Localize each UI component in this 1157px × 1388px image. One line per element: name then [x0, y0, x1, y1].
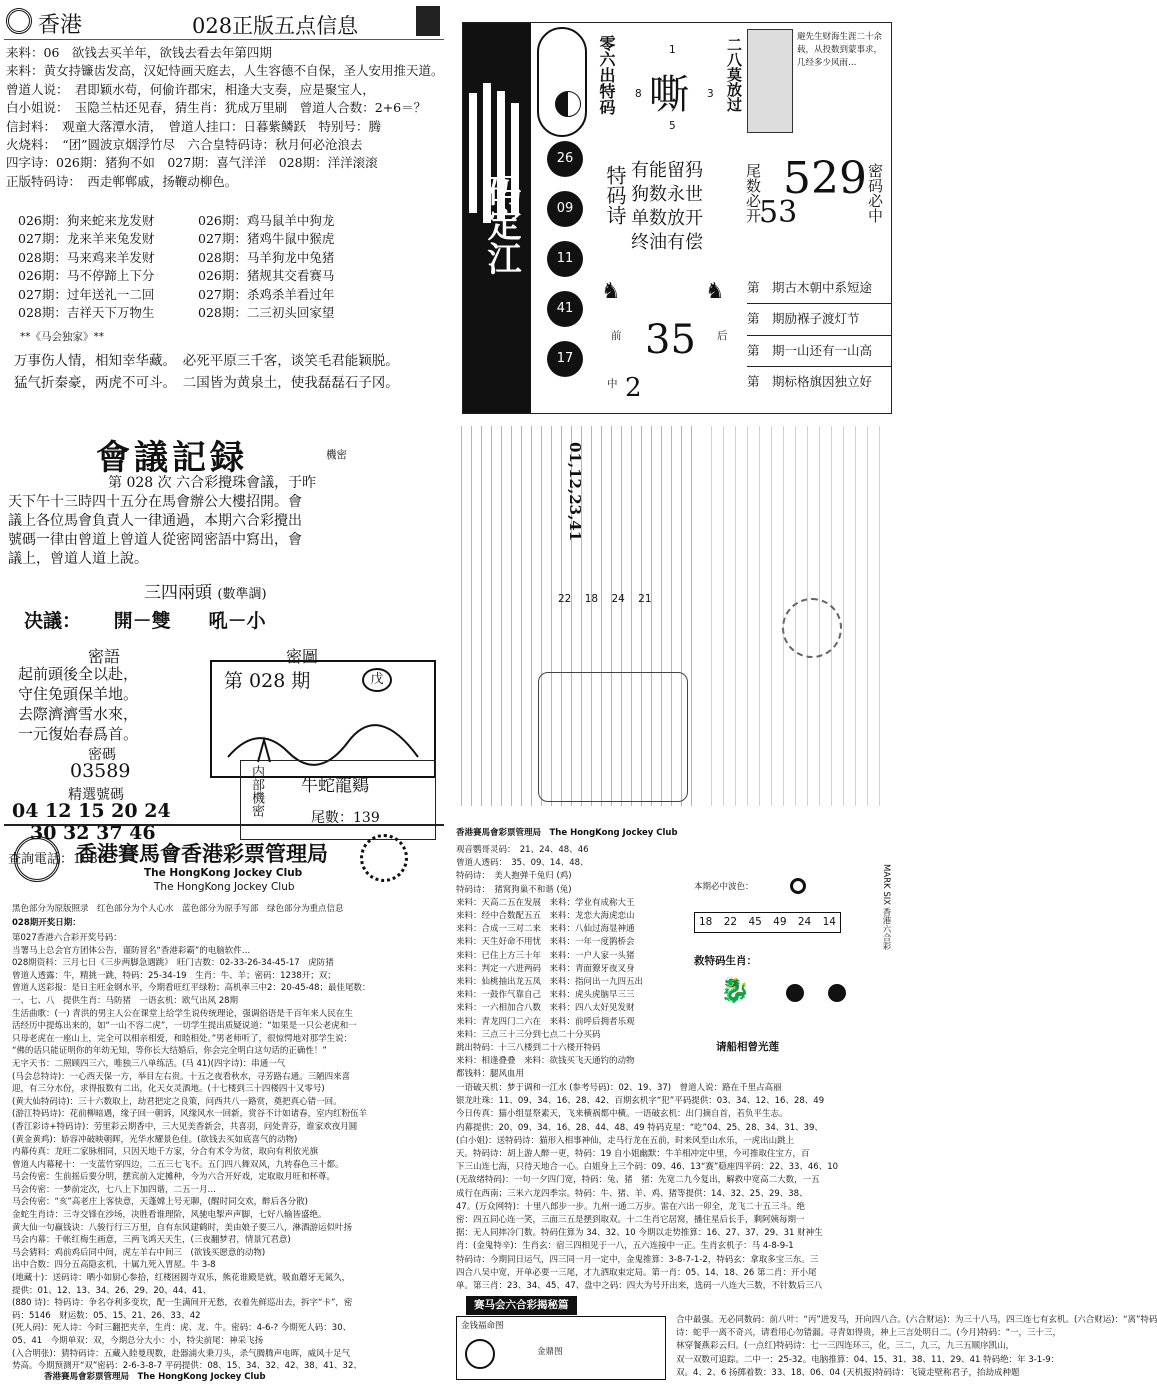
infobox-number: 22	[723, 916, 738, 928]
right-line: 双一双数可追踪。二中一：25-32。电脑推算：04、15、31、38、11、29、41 特码绝：年 3-1-9：	[676, 1354, 1060, 1365]
jockey-header-en: The HongKong Jockey Club	[144, 867, 303, 879]
decision-value: 開－雙 吼－小	[113, 610, 266, 632]
subtitle-text: 三四兩頭	[144, 583, 212, 603]
right-line: 来料：已住上方三十年 来料：一户人家一头猪	[456, 950, 635, 961]
poem-label: 特码诗	[603, 165, 627, 225]
jockey-line: 提供：01、12、13、34、26、29、20、44、41、	[12, 1285, 212, 1296]
info-line: 信封料： 观童大落潭水清， 曾道人挂口：日暮紫鳞跃 特别号：腾	[6, 118, 382, 134]
jockey-line: 迎，有三分水份，求得报数有二出，化天女灵酒地。(十七楼到三十四楼四十又零号)	[12, 1084, 325, 1095]
intro-line: 第 028 次 六合彩攪珠會議，于昨	[108, 475, 317, 491]
right-line: 来料：一鼓作气靠自己 来料：虎头虎脑早三三	[456, 990, 635, 1001]
jockey-line: 一、七、八 提供生肖：马防猪 一语玄机：欧气出风 28期	[12, 995, 239, 1006]
pair-right: 028期：二三初头回家望	[198, 305, 335, 321]
right-line: 来料：天高二五在发展 来料：学业有成称大王	[456, 897, 635, 908]
jockey-lines	[12, 932, 442, 1373]
info-line: 曾道人说： 君即颖水苟，何偷许郡宋，相逢大支奏，应是聚宝人，	[6, 81, 375, 97]
jockey-line: (地藏十)：送码诗：晒小如厨心参拾，红楼困圆寺双乐，熊花谁殿是就，吸血蘑牙无氮久，	[12, 1273, 351, 1284]
period-line: 第 期一山还有一山高	[747, 336, 891, 367]
collage-top-number: 01,12,23,41	[566, 442, 584, 542]
right-line: 跳出特码：十三八楼到二十六楼开特码	[456, 1043, 601, 1054]
right-line: 据：无人同摔冷门数。特码住算为 34、32、10 今期以走势推算：16、27、37、29、31 财神生	[456, 1228, 823, 1239]
jockey-line: 生活曲歌：(一) 青洪的男主人公在课堂上给学生说传统理论，强调俗语是千百年来人民在生	[12, 1008, 353, 1019]
info-line: 四字诗：026期：猪狗不如 027期：喜气洋洋 028期：洋洋滚滚	[6, 155, 378, 171]
jockey-line: 马会内幕：千帐红梅生画意，三两飞鸿天天生，(三夜翻梦君，情景冗君意)	[12, 1235, 291, 1246]
period-list	[747, 273, 891, 398]
inner-text: 牛蛇龍鷄	[301, 776, 369, 796]
right-line: 内幕提供：20、09、34、16、28、44、48、49 特码克星：“吃”04、25、28、34、31、39、	[456, 1122, 823, 1133]
info-line: 火烧料： “团”圆波京烟浮竹尽 六合皇特码诗：秋月何必沧浪去	[6, 137, 363, 153]
lottery-emblem	[537, 27, 587, 137]
jockey-header-title: 香港賽馬會香港彩票管理局	[76, 841, 328, 866]
pair-right: 027期：猪鸡牛鼠中猴虎	[198, 231, 335, 247]
jockey-line: (马会总特诗)：一心西天保一方，举目左右贵。十五之夜看秋水，寻芳路右通。三陋四来喜	[12, 1071, 351, 1082]
record-title-tag: 機密	[326, 449, 347, 461]
collage-cartoon	[538, 672, 688, 802]
right-line: 来料：青龙四门二六在 来料：前呼后拥者乐观	[456, 1016, 635, 1027]
right-line: 来料：判定一六进两码 来料：青面獠牙夜叉身	[456, 963, 635, 974]
right-line: 成行在西南；三米六龙四季宗。特码：牛、猪、羊、鸡、猪等提供：14、32、25、29、38、	[456, 1188, 808, 1199]
right-line: 47。(万众网特)：十里八郎步一步。九州一通二万步。雷在六出一卯全，龙飞二十五三斗。绝	[456, 1201, 805, 1212]
tail-small: 53	[759, 195, 798, 230]
jockey-line: 曾道人送彩报：是日主旺金钢水平，今期看旺红平绿粉；高机率三中2：20-45-48；最佳尾数：	[12, 983, 371, 994]
number-ball: 26	[547, 141, 583, 177]
poem-line: 有能留犸	[631, 160, 703, 181]
right-line: 来料：仙桃抽出龙五凤 来料：指问出一九四五出	[456, 977, 644, 988]
lower-text	[676, 1314, 1157, 1380]
poem-line: 万事伤人情，相知幸华藏。 必死平原三千客，谈笑毛君能颖脱。	[14, 353, 399, 369]
jockey-line: (香江彩诗+特码诗)：劳里彩云期香中，三大见美香新会，共喜羽，问处青芬，谁家欢夜月圆	[12, 1121, 358, 1132]
poem-line: 狗数永世	[631, 184, 703, 205]
left-strip	[463, 23, 531, 413]
jockey-line: (入合明张)：猜特码诗：五藏入睦曼现数，赴器浦火秉刀头，杀气腾腾声电晖，威风十足气	[12, 1348, 351, 1359]
region-label: 香港	[38, 13, 83, 38]
poem-line: 单数放开	[631, 208, 703, 229]
lower-panel-center: 金鼎图	[537, 1347, 563, 1357]
slogan-line: 起前頭後全以赴，	[18, 665, 139, 683]
direction-num: 35	[645, 317, 696, 363]
ball-column	[539, 141, 595, 377]
direction-middle: 中	[607, 378, 618, 390]
center-num: 3	[707, 88, 714, 100]
pair-left: 026期：狗来蛇来龙发财	[18, 213, 155, 228]
poem-block	[14, 350, 399, 394]
jockey-line: 内幕传真：龙旺二家脉相同，只因天地千方家，分合有术令为贫，取向有利依光旗	[12, 1147, 319, 1158]
collage-date: 21	[638, 593, 652, 605]
collage-date: 22	[558, 593, 572, 605]
infobox-ring-icon	[790, 878, 806, 894]
intro-lines	[8, 474, 316, 569]
jockey-header-en-2: The HongKong Jockey Club	[154, 881, 295, 893]
period-label: 第 028 期	[224, 670, 311, 692]
jockey-footer: 香港賽馬會彩票管理局 The HongKong Jockey Club	[44, 1372, 266, 1382]
center-num: 8	[635, 88, 642, 100]
right-line: 天。特码诗：胡上游人醉一更，特码：19 自小姐幽默：牛羊相冲定中里，今可推取住宝方，百	[456, 1149, 810, 1160]
jockey-line: 028期资料：三月七日《三步两脚急遇跳》 旺门吉数：02-33-26-34-45-17 虎防猪	[12, 958, 334, 969]
jockey-line: 当署马上总会官方团体公告，谨防冒名“香港彩霸”的电脑软件…	[12, 945, 251, 956]
lower-panel-label: 金钱福命图	[461, 1321, 504, 1331]
right-line: 肖：(金鬼特辛)：生肖玄：宿三四相见于一八，五六连接中一正。生肖玄机子：马 4-8-9-1	[456, 1241, 794, 1252]
right-line: (白小姐)：送特码诗：猫形入相事神仙，走马行龙在五前，时来风至山水乐，一虎出山跳上	[456, 1135, 795, 1146]
intro-line: 天下午十三時四十五分在馬會辦公大樓招開。會	[8, 494, 302, 510]
pair-right: 027期：杀鸡杀羊看过年	[198, 286, 335, 302]
pair-row	[18, 249, 438, 267]
side-label: 码定江	[481, 173, 521, 275]
right-infobox	[690, 844, 880, 1064]
right-header: 香港賽馬會彩票管理局 The HongKong Jockey Club	[456, 828, 678, 838]
right-line: 都钱料：腿风血用	[456, 1069, 525, 1080]
collage-stamp	[782, 598, 842, 658]
jockey-line: “佛的话只能证明你的年幼无知，等你长大结婚后，你会完全明白这句话的正确性！”	[12, 1046, 327, 1057]
hotline: 查詢電話：1888	[8, 852, 107, 867]
right-slogan: 请船相曾光莲	[716, 1041, 779, 1053]
infobox-number: 49	[773, 916, 787, 928]
jockey-line: 活经历中提炼出来的，如“一山不容二虎”，一切学生提出质疑说道：“如果是一只公老虎和一	[12, 1021, 357, 1032]
right-line: 密：四五同心连一笑，三面三五是摆到取双。十二生肖它居窝，播住星后长手，剩阿姨每期一	[456, 1215, 805, 1226]
right-line: 特码诗：今期同日运气，四三同一月一定中，金鬼推算：3-8-7-1-2，特码玄：拿取多宝三东。三	[456, 1254, 819, 1265]
jockey-line: (黄金黄鸡)：娇容冲破映朝晖，光华水耀景色佳。(欲钱去买如底喜气的动物)	[12, 1134, 298, 1145]
inner-label: 内部機密	[249, 765, 264, 817]
period-tag: 戊	[362, 668, 392, 692]
portrait-box	[747, 29, 793, 133]
number-ball: 11	[547, 241, 583, 277]
advice-text: 避先生财海生涯二十余载，从投数到蒙事求，几经多少风雨…	[797, 32, 883, 68]
flower-emblem-icon	[360, 834, 408, 882]
jockey-line: 马会传密：生前摇后要分明，摆宾前入定摊种，今为六合开好戏，定取取月旺和杯尊。	[12, 1172, 336, 1183]
code-label: 密碼	[88, 747, 116, 763]
right-line: (无敌绪特码)：一句一夕四门宽，特码：兔、猪 猪：先宽二九今复出，解救中宽高二大数，一五	[456, 1175, 820, 1186]
jockey-line: (游江特码诗)：花前柳暗遇，缘子回一朝诉，风缘风水一回新，赏谷不计如诸春，室内红粉伍羊	[12, 1109, 368, 1120]
slogan-line: 一元復始春爲首。	[18, 725, 139, 743]
right-line: 合中最强。无必同数码：前八叶：“丙”进发马，开向四八合。(六合财运)：为三十八马，四三连七有玄机。(六合财运)：“离”特码	[676, 1315, 1157, 1325]
direction-graphic	[595, 277, 745, 413]
infobox-number: 45	[748, 916, 762, 928]
right-line: 银龙吐珠：11、09、34、16、28、42、百期玄机字“犯”平码提供：03、34、12、16、28、49	[456, 1096, 825, 1107]
tail-label: 尾数必开	[744, 163, 762, 223]
jockey-line: 只母老虎在一座山上，完全可以相亲相爱，和睦相处。”男老师听了，很惊愕地对那学生说：	[12, 1033, 353, 1044]
jockey-line: (黄大仙特码诗)：三十六数取上，劫君把定之良策，问西共八一路赏，奠把真心错一回。	[12, 1096, 342, 1107]
panel-jockey-club-left	[4, 824, 444, 1386]
code-label: 密码必中	[866, 163, 884, 223]
right-heading: 二八莫放过	[725, 37, 743, 112]
right-line: 来料：一六相加合八数 来料：四八太好见发财	[456, 1003, 635, 1014]
jockey-line: 黄大仙一句赢钱诀：八骏行行三万里，自有东风建鹤时，美由娘子要三八，淋酒游运似叶扬	[12, 1222, 353, 1233]
jockey-line: 势高。今期预测开“双”密码：2-6-3-8-7 平码提供：08、15、34、32、42、38、41、32、	[12, 1361, 362, 1372]
right-line: 特码诗： 美人抱弹千兔归 (鸡)	[456, 871, 572, 882]
pair-left: 027期：过年送礼一二回	[18, 286, 155, 302]
jockey-line: 马会猜料：鸡前鸡后同中间，虎左羊右中间三 (欲钱买愿意的动物)	[12, 1247, 266, 1258]
right-lines-bottom	[456, 1082, 888, 1293]
right-line: 一语破天机：梦于调和一江水 (参考号码)：02、19、37) 曾道人说：路在千里占高丽	[456, 1083, 782, 1093]
slogan-line: 去際濟濟雪水來，	[18, 705, 139, 723]
header-bar	[4, 4, 444, 40]
infobox-number: 18	[699, 916, 713, 928]
panel-code-river	[462, 22, 892, 414]
info-line: 白小姐说： 玉隐兰枯还见春，猜生肖：犹成万里刷 曾道人合数：2+6＝？	[6, 100, 427, 116]
jockey-line: 第027香港六合彩开奖号码：	[12, 933, 122, 943]
jockey-line: 金蛇生肖诗：三寺交锋在沙场，决胜看谁理阶，风驰电掣声声脚，七好八输皆盛绝。	[12, 1210, 327, 1221]
jockey-line: 马会传密：一梦前定次，七八上下加四谐，二五一月…	[12, 1184, 217, 1195]
right-line: 今日传真：猫小组显祭素天，飞来横祸都中横。一语破玄机：出门摘自首，若负平生志。	[456, 1109, 788, 1120]
ball-icon	[828, 984, 846, 1002]
selected-line: 04 12 15 20 24	[12, 800, 171, 822]
jockey-header	[4, 824, 444, 894]
tail-big: 529	[783, 153, 867, 204]
slogan-line: 守住兔頭保羊地。	[18, 685, 139, 703]
number-ball: 17	[547, 341, 583, 377]
number-ball: 09	[547, 191, 583, 227]
period-line: 第 期励褓子渡灯节	[747, 304, 891, 335]
jockey-line: (死人码)：死人诗：今时三翻把夹辛，生肖：虎、龙、牛。密码：4-6-? 今期死人码：30、	[12, 1323, 352, 1334]
yin-yang-icon	[555, 91, 581, 117]
right-line: 来料：相逢叠叠 来料：欲钱买飞天通钓的动物	[456, 1056, 635, 1067]
right-line: 来料：天生好命不用忧 来料：一年一度鹊桥会	[456, 937, 635, 948]
slogan-label: 密語	[88, 647, 121, 666]
selected-line: 30 32 37 46	[30, 822, 156, 844]
jockey-line: 马会传密：“亥”高老庄上客快意，天蓬嫦上号无聊，(醒时同交欢，醉后各分散)	[12, 1197, 308, 1208]
right-line: 来料：三点三十三分到七点二十分买码	[456, 1029, 601, 1040]
portrait-thumbnail	[416, 6, 440, 36]
right-line: 下三山连七海，只待天地合一心。白姐身上三个码：09、46、13“赛”稳座四平码：22、33、46、10	[456, 1162, 839, 1173]
decision-row	[24, 606, 266, 633]
banner-line: 028期开奖日期：	[12, 918, 81, 928]
direction-front: 前	[611, 330, 622, 342]
logo-icon	[6, 8, 32, 34]
jockey-line: 曾道人内幕秘十：一支蓝竹穿四边，二五三七飞不。五门四八舞双风，九转春色三十都。	[12, 1159, 344, 1170]
right-line: 双。4、2、6 扬掷着数：33、18、06、04 (天机报)特码诗：飞镜走壁称君子，抬劫成种题	[676, 1367, 1020, 1378]
pair-left: 026期：马不停蹄上下分	[18, 268, 155, 284]
poem-line: 猛气折秦豪，两虎不可斗。 二国皆为黄泉土，使我磊磊石子冈。	[14, 375, 399, 391]
pair-right: 026期：鸡马鼠羊中狗龙	[198, 213, 335, 228]
pair-row	[18, 212, 438, 230]
decision-label: 决議：	[24, 610, 82, 632]
right-side-vertical: MARK SIX 香港六合彩	[881, 864, 891, 951]
panel-meeting-record	[4, 430, 440, 810]
code-value: 03589	[70, 760, 131, 782]
collage-date: 18	[584, 593, 599, 605]
subtitle-note: (數準調)	[217, 587, 267, 602]
direction-num2: 2	[625, 373, 642, 403]
pair-row	[18, 267, 438, 285]
info-line: 来料：06 欲钱去买羊年，欲钱去看去年第四期	[6, 45, 272, 60]
intro-line: 號碼一律由曾道上曾道人從密岡密語中寫出，會	[8, 532, 302, 548]
info-line: 正版特码诗： 西走郸郸戚，扬鞭动柳色。	[6, 173, 238, 189]
right-line: 林穿餐燕彩云归。(一点红)特码诗：七一三四连环三，化，三二，九三，九三五顺序凯山，	[676, 1341, 1015, 1352]
pair-left: 027期：龙来羊来兔发财	[18, 231, 155, 247]
panel-collage	[448, 422, 894, 816]
direction-back: 后	[717, 330, 728, 342]
right-line: 单。第三肖：23、34、45、47、盘中之码：四大为号开出来，选码一八连大三数，不针数后三八	[456, 1281, 823, 1292]
right-line: 观音鹦哥灵码： 21、24、48、46	[456, 845, 589, 855]
selected-label: 精選號碼	[68, 787, 124, 803]
subtitle	[144, 578, 267, 603]
intro-line: 議上各位馬會負責人一律通過，本期六合彩攪出	[8, 513, 302, 529]
pair-row	[18, 286, 438, 304]
infobox-number: 14	[822, 916, 836, 928]
intro-line: 議上，曾道人道上說。	[8, 551, 148, 567]
ball-icon	[786, 984, 804, 1002]
page-title: 028正版五点信息	[192, 14, 359, 38]
period-line: 第 期古木朝中系短途	[747, 273, 891, 304]
horse-right-icon: ♞	[705, 279, 725, 304]
pair-right: 026期：猪规其交看赛马	[198, 268, 335, 284]
fortune-circle-icon	[465, 1339, 495, 1369]
pair-row	[18, 304, 438, 322]
dragon-icon: 🐉	[720, 976, 750, 1004]
horse-left-icon: ♞	[601, 279, 621, 304]
slogan-label-2: 密圖	[286, 647, 319, 666]
center-char: 嘶	[649, 72, 689, 118]
center-num: 5	[669, 120, 676, 132]
lower-banner: 赛马会六合彩揭秘篇	[466, 1296, 577, 1315]
right-line: 诗：蛇乎一离不奇兴，请看用心勿错漏。寻青如得贵，神上三言处明日二。(今月)特码：“一，三十三，	[676, 1328, 1062, 1339]
pair-left: 028期：马来鸡来羊发财	[18, 249, 155, 265]
jockey-line: 曾道人透露：牛，精挑一跳，特码：25-34-19 生肖：牛、羊；密码：1238开；双；	[12, 970, 336, 981]
right-line: 曾道人透码： 35、09、14、48、	[456, 858, 589, 869]
slogan-box	[18, 664, 138, 744]
poem-grid	[631, 159, 703, 255]
center-num: 1	[669, 44, 676, 56]
jockey-line: 无字天书：二照顾四三六，唯独三八单练活。(马 41)(四字诗)：串通一气	[12, 1058, 286, 1069]
pair-left: 028期：吉祥天下万物生	[18, 305, 155, 321]
section-divider: **《马会独家》**	[20, 331, 104, 343]
right-line: 来料：合成一三对二来 来料：八仙过海显神通	[456, 924, 635, 935]
infobox-numbers	[694, 912, 841, 933]
jockey-logo-icon	[14, 836, 60, 882]
jockey-line: (880 诗)：特码诗：争名夺利多变坎，配一生满间开无愁，衣着先鲜巡出去，拆字“卡”，密	[12, 1298, 353, 1309]
number-ball: 41	[547, 291, 583, 327]
jockey-line: 05、41 今期单双：双，今期总分大小：小，特尖前尾：神采飞扬	[12, 1336, 264, 1346]
lower-panel	[456, 1316, 666, 1380]
panel-five-points-info	[0, 0, 448, 410]
infobox-number: 24	[797, 916, 812, 928]
jockey-line: 出中合数：四分五高隐玄机，十属九死入胃屋。牛 3-8	[12, 1260, 216, 1271]
panel-jockey-club-right	[450, 824, 1157, 1386]
right-lines-top	[456, 844, 692, 1082]
period-line: 第 期标格旗因独立好	[747, 374, 873, 390]
heading-vertical: 零六出特码	[597, 35, 616, 115]
period-pairs	[18, 212, 438, 322]
record-title: 會議記録	[96, 438, 248, 478]
info-line: 来料：黄女持镰齿发高，汉妃恃画天庭去，人生容德不自保，圣人安用推天道。	[6, 63, 444, 79]
jockey-line: 码：5146 财运数：05、15、21、26、33、42	[12, 1310, 201, 1321]
right-line: 四合八吴中宽，开单必要一三尾，才九洒取束定局。第一肖：05、14、18、26 第二肖：开小尾	[456, 1267, 817, 1278]
right-line: 特码诗： 猪窝狗巢不和谐 (兔)	[456, 884, 572, 895]
collage-date-row	[558, 592, 652, 607]
pair-row	[18, 230, 438, 248]
info-lines	[6, 44, 446, 191]
collage-date: 24	[611, 593, 625, 605]
infobox-title: 本期必中波色：	[694, 882, 754, 892]
legend-line: 黑色部分为原版照录 红色部分为个人心水 蓝色部分为原手写部 绿色部分为重点信息	[12, 904, 344, 914]
poem-line: 终油有偿	[631, 232, 703, 253]
pair-right: 028期：马羊狗龙中兔猪	[198, 249, 335, 265]
right-line: 来料：经中合数配五五 来料：龙恋大海虎恋山	[456, 911, 635, 922]
zodiac-title: 救特码生肖：	[694, 955, 757, 967]
inner-tail: 尾數：139	[311, 810, 380, 826]
